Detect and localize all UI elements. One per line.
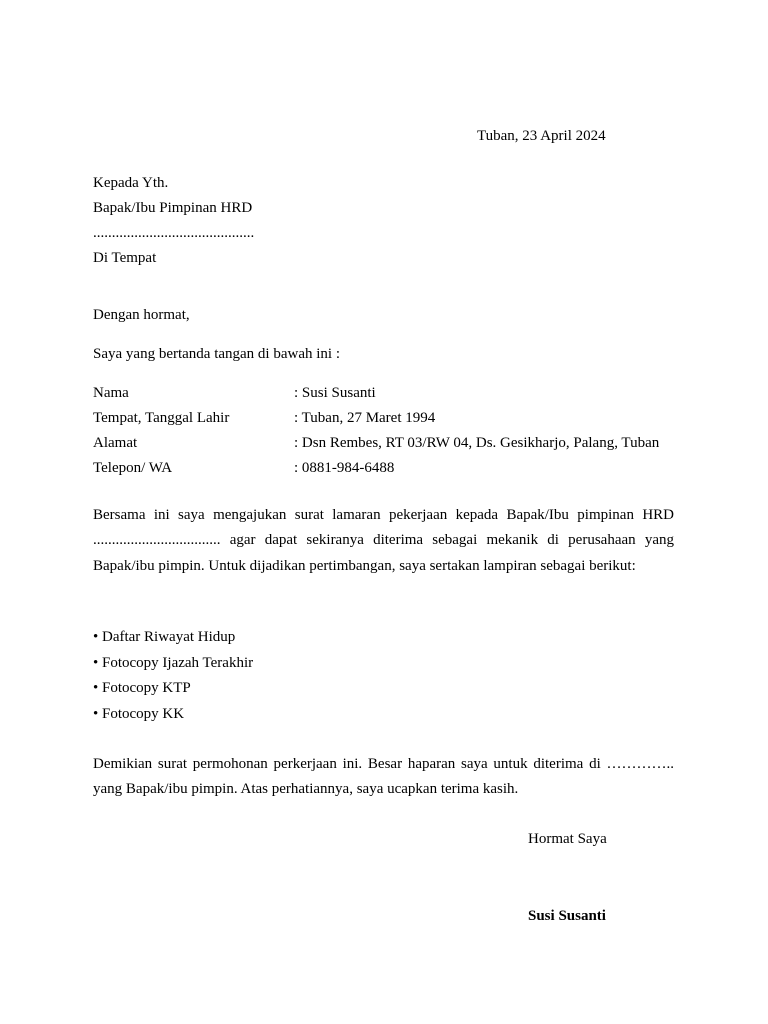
greeting: Dengan hormat, [93, 307, 190, 323]
letter-date: Tuban, 23 April 2024 [477, 128, 606, 144]
recipient-line-3: ........................................... [93, 225, 255, 241]
signature-name: Susi Susanti [528, 908, 606, 924]
attachment-item: • Fotocopy KK [93, 706, 185, 722]
detail-label-address: Alamat [93, 435, 138, 451]
intro-text: Saya yang bertanda tangan di bawah ini : [93, 346, 341, 362]
detail-value-birth: : Tuban, 27 Maret 1994 [294, 410, 436, 426]
recipient-line-4: Di Tempat [93, 250, 157, 266]
attachment-item: • Fotocopy Ijazah Terakhir [93, 655, 254, 671]
attachment-item: • Daftar Riwayat Hidup [93, 629, 236, 645]
detail-label-phone: Telepon/ WA [93, 460, 173, 476]
detail-label-name: Nama [93, 385, 129, 401]
attachment-item: • Fotocopy KTP [93, 680, 191, 696]
body-paragraph: Bersama ini saya mengajukan surat lamaran pekerjaan kepada Bapak/Ibu pimpinan HRD .................................. agar dapat sekiranya diterima sebagai mekanik di perusahaan yang Bapak/ibu pimpin. Untuk dijadikan pertimbangan, saya sertakan lampiran sebagai berikut: [93, 507, 674, 574]
detail-label-birth: Tempat, Tanggal Lahir [93, 410, 230, 426]
detail-value-phone: : 0881-984-6488 [294, 460, 395, 476]
recipient-line-1: Kepada Yth. [93, 175, 169, 191]
detail-value-address: : Dsn Rembes, RT 03/RW 04, Ds. Gesikharjo, Palang, Tuban [294, 435, 660, 451]
closing-paragraph: Demikian surat permohonan perkerjaan ini. Besar haparan saya untuk diterima di ………….. yang Bapak/ibu pimpin. Atas perhatiannya, saya ucapkan terima kasih. [93, 756, 674, 798]
signoff: Hormat Saya [528, 831, 607, 847]
detail-value-name: : Susi Susanti [294, 385, 376, 401]
recipient-line-2: Bapak/Ibu Pimpinan HRD [93, 200, 253, 216]
